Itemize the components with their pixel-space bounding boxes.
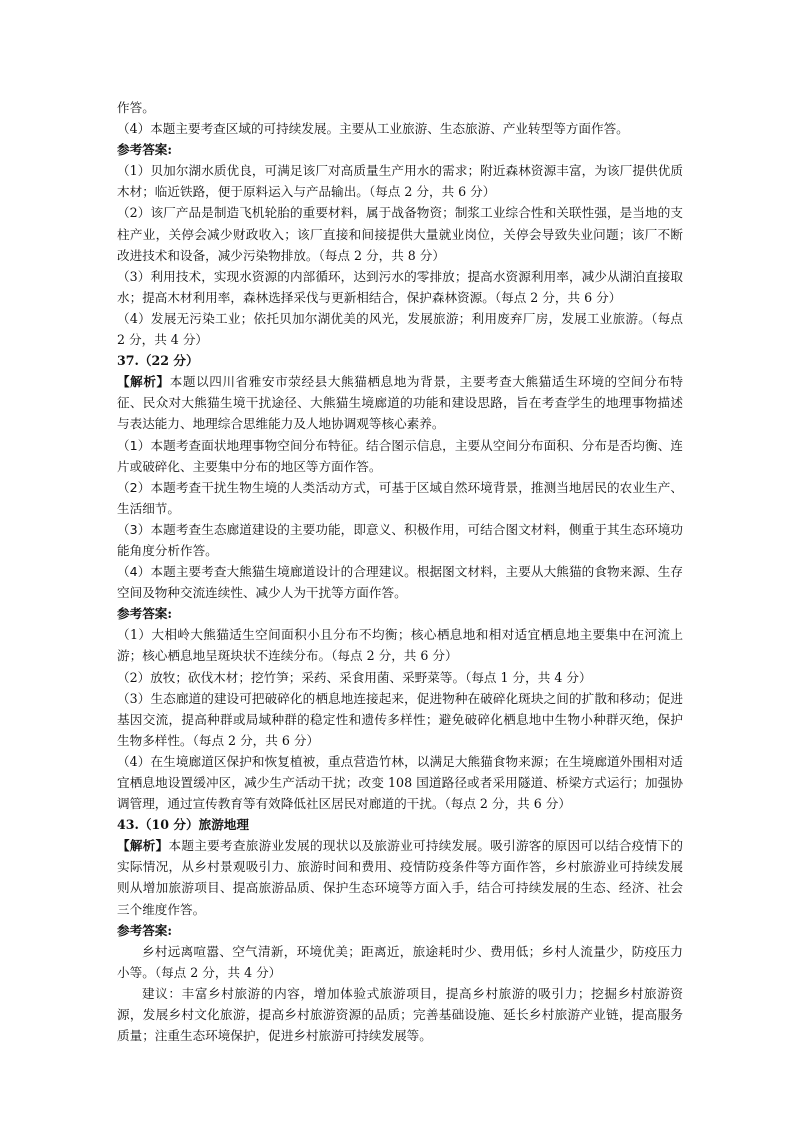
answer-paragraph: （4）在生境廊道区保护和恢复植被，重点营造竹林，以满足大熊猫食物来源；在生境廊道外围相对适宜栖息地设置缓冲区，减少生产活动干扰；改变 108 国道路径或者采用隧道、桥梁方式运行；加强协调管理，通过宣传教育等有效降低社区居民对廊道的干扰。（每点 2 分，共 6 分） xyxy=(117,753,683,812)
analysis-paragraph: （1）本题考查面状地理事物空间分布特征。结合图示信息，主要从空间分布面积、分布是否均衡、连片或破碎化、主要集中分布的地区等方面作答。 xyxy=(117,437,683,474)
analysis-paragraph xyxy=(117,371,683,434)
answer-heading: 参考答案: xyxy=(117,922,173,938)
text-line: （4）本题主要考查区域的可持续发展。主要从工业旅游、生态旅游、产业转型等方面作答。 xyxy=(117,121,629,137)
analysis-tag: 【解析】 xyxy=(117,374,170,390)
analysis-paragraph: （3）本题考查生态廊道建设的主要功能，即意义、积极作用，可结合图文材料，侧重于其生态环境功能角度分析作答。 xyxy=(117,521,683,558)
analysis-paragraph: （2）本题考查干扰生物生境的人类活动方式，可基于区域自然环境背景，推测当地居民的农业生产、生活细节。 xyxy=(117,479,683,516)
question-heading: 43.（10 分）旅游地理 xyxy=(117,817,249,833)
answer-paragraph: （4）发展无污染工业；依托贝加尔湖优美的风光，发展旅游；利用废弃厂房，发展工业旅游。（每点 2 分，共 4 分） xyxy=(117,310,683,348)
answer-heading: 参考答案: xyxy=(117,606,173,622)
analysis-tag: 【解析】 xyxy=(117,838,169,854)
answer-heading: 参考答案: xyxy=(117,142,173,158)
document-page xyxy=(117,97,683,1046)
analysis-text: 本题主要考查旅游业发展的现状以及旅游业可持续发展。吸引游客的原因可以结合疫情下的实际情况，从乡村景观吸引力、旅游时间和费用、疫情防疫条件等方面作答，乡村旅游业可持续发展则从增加旅游项目、提高旅游品质、保护生态环境等方面入手，结合可持续发展的生态、经济、社会三个维度作答。 xyxy=(117,838,684,917)
answer-paragraph: 建议：丰富乡村旅游的内容，增加体验式旅游项目，提高乡村旅游的吸引力；挖掘乡村旅游资源，发展乡村文化旅游，提高乡村旅游资源的品质；完善基础设施、延长乡村旅游产业链，提高服务质量；注重生态环境保护，促进乡村旅游可持续发展等。 xyxy=(117,985,683,1044)
answer-paragraph: （1）大相岭大熊猫适生空间面积小且分布不均衡；核心栖息地和相对适宜栖息地主要集中在河流上游；核心栖息地呈斑块状不连续分布。（每点 2 分，共 6 分） xyxy=(117,627,683,664)
answer-paragraph: 乡村远离喧嚣、空气清新，环境优美；距离近，旅途耗时少、费用低；乡村人流量少，防疫压力小等。（每点 2 分，共 4 分） xyxy=(117,943,683,980)
question-heading: 37.（22 分） xyxy=(117,353,199,369)
analysis-paragraph xyxy=(117,835,683,919)
answer-paragraph: （1）贝加尔湖水质优良，可满足该厂对高质量生产用水的需求；附近森林资源丰富，为该厂提供优质木材；临近铁路，便于原料运入与产品输出。（每点 2 分，共 6 分） xyxy=(117,163,683,200)
answer-paragraph: （2）放牧；砍伐木材；挖竹笋；采药、采食用菌、采野菜等。（每点 1 分，共 4 分） xyxy=(117,669,592,685)
answer-paragraph: （2）该厂产品是制造飞机轮胎的重要材料，属于战备物资；制浆工业综合性和关联性强，是当地的支柱产业，关停会减少财政收入；该厂直接和间接提供大量就业岗位，关停会导致失业问题；该厂不断改进技术和设备，减少污染物排放。（每点 2 分，共 8 分） xyxy=(117,205,683,263)
answer-paragraph: （3）生态廊道的建设可把破碎化的栖息地连接起来，促进物种在破碎化斑块之间的扩散和移动；促进基因交流，提高种群或局域种群的稳定性和遗传多样性；避免破碎化栖息地中生物小种群灭绝，保护生物多样性。（每点 2 分，共 6 分） xyxy=(117,690,683,748)
analysis-text: 本题以四川省雅安市荥经县大熊猫栖息地为背景，主要考查大熊猫适生环境的空间分布特征、民众对大熊猫生境干扰途径、大熊猫生境廊道的功能和建设思路，旨在考查学生的地理事物描述与表达能力、地理综合思维能力及人地协调观等核心素养。 xyxy=(117,374,684,432)
analysis-paragraph: （4）本题主要考查大熊猫生境廊道设计的合理建议。根据图文材料，主要从大熊猫的食物来源、生存空间及物种交流连续性、减少人为干扰等方面作答。 xyxy=(117,564,683,601)
answer-paragraph: （3）利用技术，实现水资源的内部循环，达到污水的零排放；提高水资源利用率，减少从湖泊直接取水；提高木材利用率，森林选择采伐与更新相结合，保护森林资源。（每点 2 分，共 6 分） xyxy=(117,268,683,305)
text-line: 作答。 xyxy=(117,100,155,115)
